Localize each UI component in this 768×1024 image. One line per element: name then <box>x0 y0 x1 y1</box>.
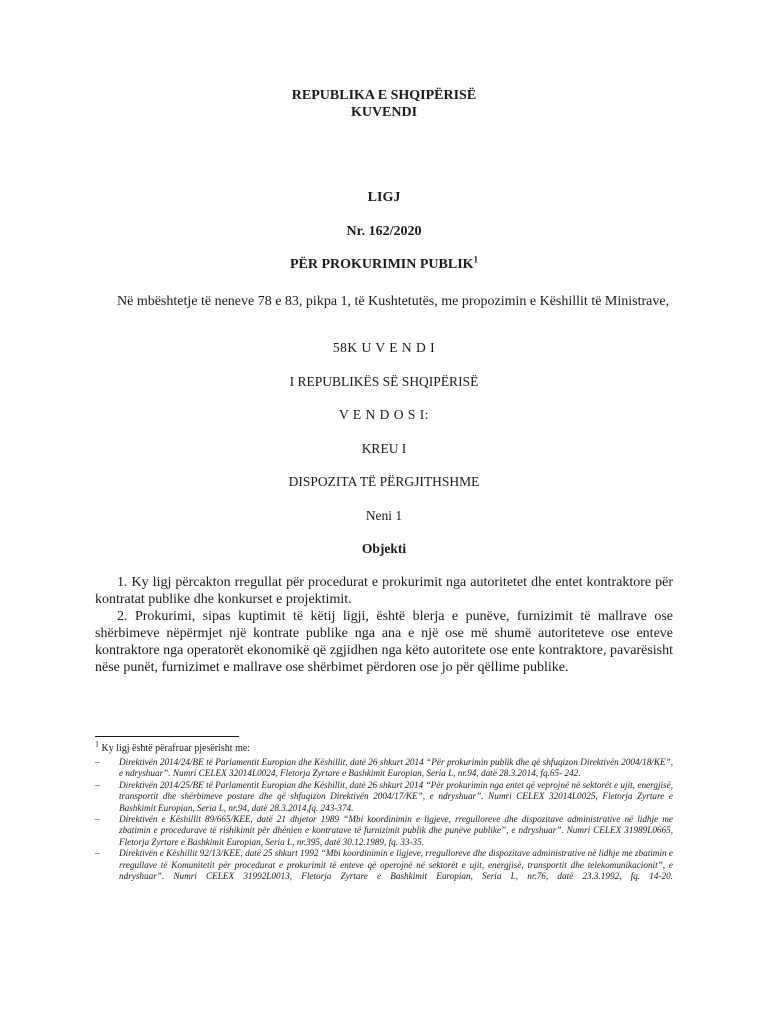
list-dash: – <box>95 779 100 790</box>
footnote-item-text: Direktivën e Këshillit 89/665/KEE, datë 21 dhjetor 1989 “Mbi koordinimin e ligjeve, rregulloreve dhe dispozitave administrative në lidhje me zbatimin e procedurave të rishikimit për dhënien e kontratave të furnizimit publik dhe punëve publike”, e ndryshuar”. Numri CELEX 31989L0665, Fletorja Zyrtare e Bashkimit Europian, Seria L, nr.395, datë 30.12.1989, fq. 33-35. <box>119 814 673 847</box>
article-paragraph-1: 1. Ky ligj përcakton rregullat për procedurat e prokurimit nga autoritetet dhe entet kontraktore për kontratat publike dhe konkurset e projektimit. <box>95 575 673 607</box>
header-country: REPUBLIKA E SHQIPËRISË <box>291 88 477 103</box>
header-institution: KUVENDI <box>350 105 418 120</box>
footnote-item <box>95 780 673 814</box>
footnote-item-text: Direktivën 2014/25/BE të Parlamentit Europian dhe Këshillit, datë 26 shkurt 2014 “Për prokurimin nga entet që veprojnë në sektorët e ujit, energjisë, transportit dhe shërbimeve postare dhe që shfuqizon Direktivën 2004/17/KE”, e ndryshuar”. Numri CELEX 32014L0025, Fletorja Zyrtare e Bashkimit Europian, Seria L, nr.94, datë 28.3.2014,fq. 243-374. <box>119 779 673 813</box>
article-paragraph-2: 2. Prokurimi, sipas kuptimit të këtij ligji, është blerja e punëve, furnizimit të mallrave ose shërbimeve nëpërmjet një kontrate publike nga ana e një ose më shumë autoriteteve ose enteve kontraktore nga operatorët ekonomikë që zgjidhen nga këto autoritete ose ente kontraktore, pavarësisht nëse punët, furnizimet e mallrave ose shërbimet përdoren ose jo për qëllime publike. <box>95 609 673 675</box>
assembly-name: 58K U V E N D I <box>332 340 436 355</box>
footnote-item <box>95 757 673 780</box>
footnote-intro-text: Ky ligj është përafruar pjesërisht me: <box>101 743 251 754</box>
assembly-country: I REPUBLIKËS SË SHQIPËRISË <box>289 374 479 389</box>
footnote-intro <box>95 739 251 754</box>
chapter-number: KREU I <box>361 441 407 456</box>
footnote-separator <box>95 736 239 737</box>
list-dash: – <box>95 814 100 825</box>
footnote-item <box>95 814 673 848</box>
article-number: Neni 1 <box>365 508 403 523</box>
preamble: Në mbështetje të neneve 78 e 83, pikpa 1, të Kushtetutës, me propozimin e Këshillit të Ministrave, <box>117 294 670 309</box>
law-number: Nr. 162/2020 <box>346 224 422 239</box>
footnote-item-text: Direktivën 2014/24/BE të Parlamentit Europian dhe Këshillit, datë 26 shkurt 2014 “Për prokurimin publik dhe që shfuqizon Direktivën 2004/18/KE”, e ndryshuar”. Numri CELEX 32014L0024, Fletorja Zyrtare e Bashkimit Europian, Seria L, nr.94, datë 28.3.2014, fq.65- 242. <box>119 757 673 779</box>
list-dash: – <box>95 848 100 859</box>
article-title: Objekti <box>361 541 407 556</box>
chapter-title: DISPOZITA TË PËRGJITHSHME <box>288 474 480 489</box>
footnote-item-text: Direktivën e Këshillit 92/13/KEE, datë 25 shkurt 1992 “Mbi koordinimin e ligjeve, rregulloreve dhe dispozitave administrative në lidhje me zbatimin e rregullave të Komunitetit për procedurat e prokurimit të enteve që operojnë në sektorët e ujit, energjisë, transportit dhe telekomunikacionit”, e ndryshuar”. Numri CELEX 31992L0013, Fletorja Zyrtare e Bashkimit Europian, Seria L, nr.76, datë 23.3.1992, fq. 14-20. <box>119 848 673 882</box>
assembly-decides: V E N D O S I: <box>338 407 429 422</box>
list-dash: – <box>95 757 100 767</box>
footnote-item <box>95 848 673 882</box>
footnote-list <box>95 757 673 882</box>
law-title <box>0 254 768 273</box>
footnote-reference[interactable]: 1 <box>473 254 479 265</box>
law-type: LIGJ <box>367 190 401 205</box>
law-title-text: PËR PROKURIMIN PUBLIK <box>289 257 474 272</box>
footnote-mark: 1 <box>95 739 99 749</box>
